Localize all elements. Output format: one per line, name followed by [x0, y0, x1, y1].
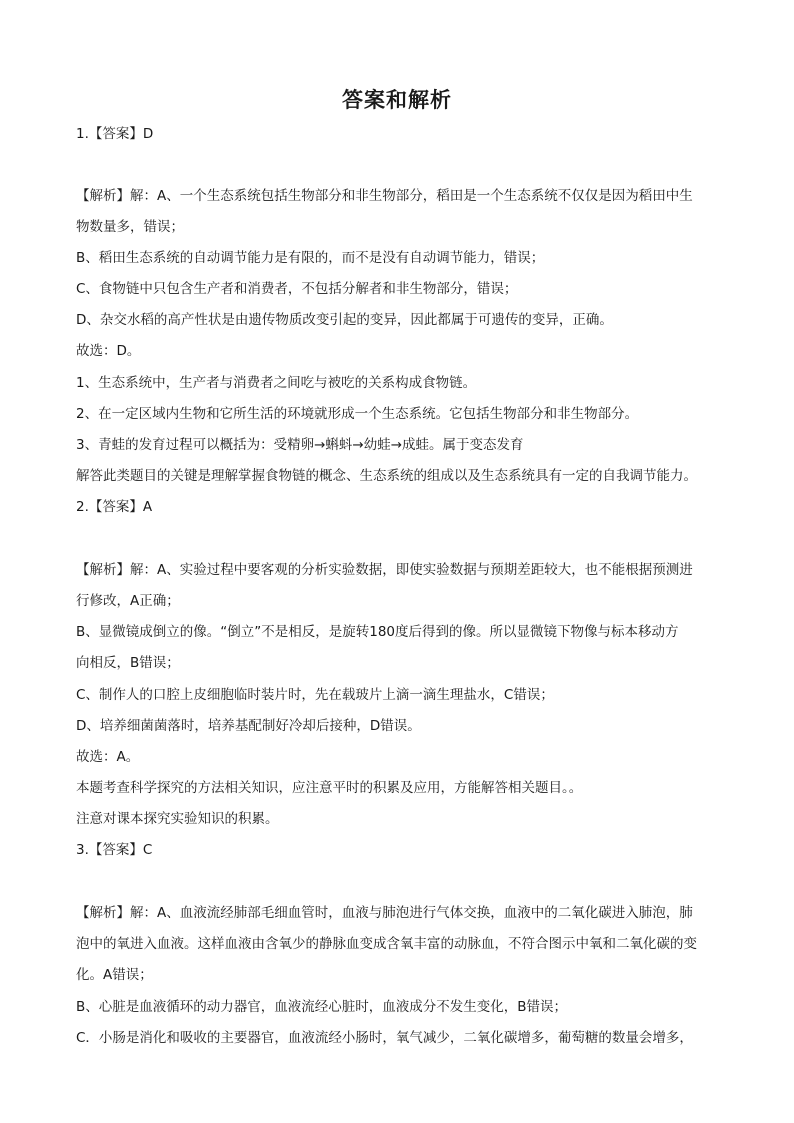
explanation-line: 故选：A。 — [76, 749, 140, 765]
explanation-line: 2、在一定区域内生物和它所生活的环境就形成一个生态系统。它包括生物部分和非生物部分。 — [76, 406, 639, 422]
explanation-line: D、杂交水稻的高产性状是由遗传物质改变引起的变异，因此都属于可遗传的变异，正确。 — [76, 312, 613, 328]
answer-3-header: 3.【答案】C — [76, 842, 153, 858]
explanation-line: 化。A错误； — [76, 967, 153, 983]
explanation-line: 解答此类题目的关键是理解掌握食物链的概念、生态系统的组成以及生态系统具有一定的自我调节能力。 — [76, 468, 697, 484]
explanation-line: 向相反，B错误； — [76, 655, 180, 671]
explanation-line: 故选：D。 — [76, 343, 141, 359]
explanation-line: 【解析】解：A、实验过程中要客观的分析实验数据，即使实验数据与预期差距较大，也不能根据预测进 — [76, 562, 693, 578]
explanation-line: C、食物链中只包含生产者和消费者，不包括分解者和非生物部分，错误； — [76, 281, 518, 297]
explanation-line: 注意对课本探究实验知识的积累。 — [76, 811, 279, 827]
answer-2-header: 2.【答案】A — [76, 499, 153, 515]
explanation-line: 【解析】解：A、一个生态系统包括生物部分和非生物部分，稻田是一个生态系统不仅仅是因为稻田中生 — [76, 188, 693, 204]
explanation-line: C、制作人的口腔上皮细胞临时装片时，先在载玻片上滴一滴生理盐水，C错误； — [76, 687, 554, 703]
answer-1-header: 1.【答案】D — [76, 126, 154, 142]
explanation-line: C．小肠是消化和吸收的主要器官，血液流经小肠时，氧气减少，二氧化碳增多，葡萄糖的数量会增多， — [76, 1030, 693, 1046]
explanation-line: 行修改，A正确； — [76, 593, 180, 609]
explanation-line: 泡中的氧进入血液。这样血液由含氧少的静脉血变成含氧丰富的动脉血，不符合图示中氧和二氧化碳的变 — [76, 936, 697, 952]
explanation-line: 1、生态系统中，生产者与消费者之间吃与被吃的关系构成食物链。 — [76, 375, 477, 391]
explanation-line: D、培养细菌菌落时，培养基配制好冷却后接种，D错误。 — [76, 718, 421, 734]
explanation-line: 【解析】解：A、血液流经肺部毛细血管时，血液与肺泡进行气体交换，血液中的二氧化碳进入肺泡，肺 — [76, 905, 693, 921]
explanation-line: B、稻田生态系统的自动调节能力是有限的，而不是没有自动调节能力，错误； — [76, 250, 545, 266]
page-title: 答案和解析 — [342, 88, 452, 112]
explanation-line: 3、青蛙的发育过程可以概括为：受精卵→蝌蚪→幼蛙→成蛙。属于变态发育 — [76, 437, 524, 453]
explanation-line: 物数量多，错误； — [76, 219, 184, 235]
explanation-line: 本题考查科学探究的方法相关知识，应注意平时的积累及应用，方能解答相关题目。。 — [76, 780, 583, 796]
explanation-line: B、显微镜成倒立的像。“倒立”不是相反，是旋转180度后得到的像。所以显微镜下物像与标本移动方 — [76, 624, 679, 640]
explanation-line: B、心脏是血液循环的动力器官，血液流经心脏时，血液成分不发生变化，B错误； — [76, 999, 568, 1015]
